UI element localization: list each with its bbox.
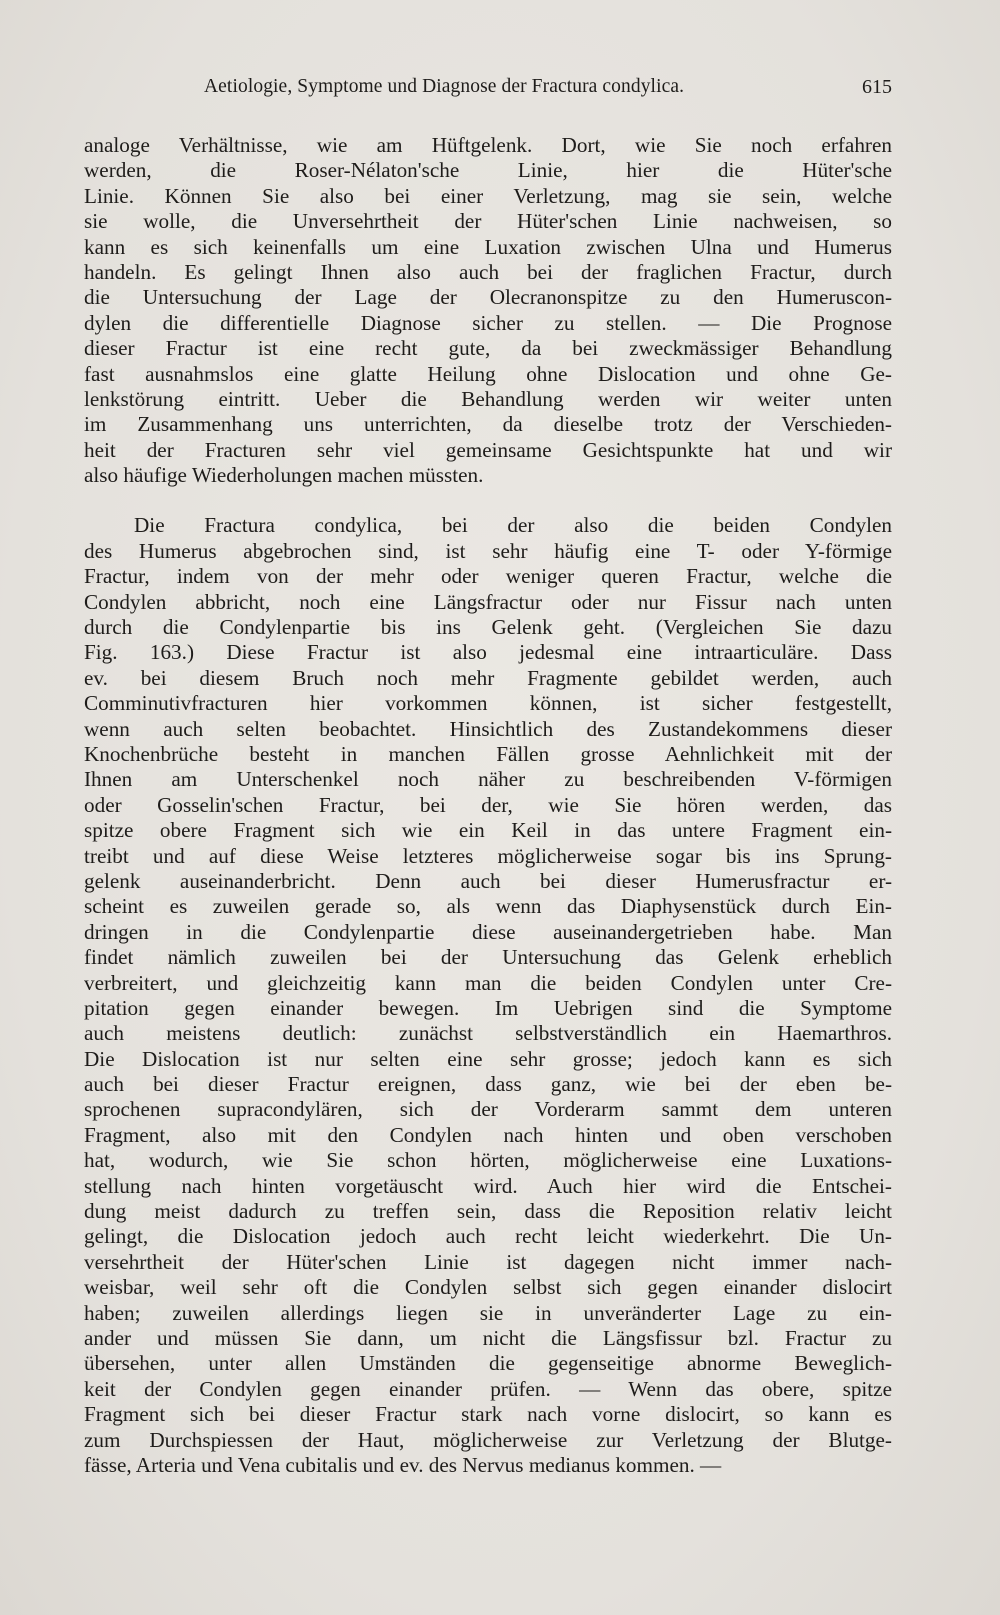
text-line: spitze obere Fragment sich wie ein Keil in das untere Fragment ein- xyxy=(84,818,892,843)
text-line: Ihnen am Unterschenkel noch näher zu beschreibenden V-förmigen xyxy=(84,767,892,792)
text-line: oder Gosselin'schen Fractur, bei der, wie Sie hören werden, das xyxy=(84,792,892,817)
text-line: durch die Condylenpartie bis ins Gelenk geht. (Vergleichen Sie dazu xyxy=(84,615,892,640)
text-line: stellung nach hinten vorgetäuscht wird. Auch hier wird die Entschei- xyxy=(84,1173,892,1198)
text-line: fässe, Arteria und Vena cubitalis und ev. des Nervus medianus kommen. — xyxy=(84,1452,722,1477)
text-line: Die Dislocation ist nur selten eine sehr grosse; jedoch kann es sich xyxy=(84,1046,892,1071)
text-line: treibt und auf diese Weise letzteres möglicherweise sogar bis ins Sprung- xyxy=(84,843,892,868)
text-line: pitation gegen einander bewegen. Im Uebrigen sind die Symptome xyxy=(84,995,892,1020)
text-line: dung meist dadurch zu treffen sein, dass die Reposition relativ leicht xyxy=(84,1199,892,1224)
text-line: Fractur, indem von der mehr oder weniger queren Fractur, welche die xyxy=(84,564,892,589)
text-line: auch bei dieser Fractur ereignen, dass ganz, wie bei der eben be- xyxy=(84,1072,892,1097)
text-line: keit der Condylen gegen einander prüfen. — Wenn das obere, spitze xyxy=(84,1376,892,1401)
text-line: werden, die Roser-Nélaton'sche Linie, hier die Hüter'sche xyxy=(84,158,892,183)
text-line: lenkstörung eintritt. Ueber die Behandlung werden wir weiter unten xyxy=(84,386,892,411)
text-line: Fig. 163.) Diese Fractur ist also jedesmal eine intraarticuläre. Dass xyxy=(84,640,892,665)
text-line: scheint es zuweilen gerade so, als wenn das Diaphysenstück durch Ein- xyxy=(84,894,892,919)
text-line: heit der Fracturen sehr viel gemeinsame Gesichtspunkte hat und wir xyxy=(84,437,892,462)
text-line: sie wolle, die Unversehrtheit der Hüter'schen Linie nachweisen, so xyxy=(84,209,892,234)
text-line: Fragment sich bei dieser Fractur stark nach vorne dislocirt, so kann es xyxy=(84,1402,892,1427)
text-line: Fragment, also mit den Condylen nach hinten und oben verschoben xyxy=(84,1122,892,1147)
text-line: im Zusammenhang uns unterrichten, da dieselbe trotz der Verschieden- xyxy=(84,412,892,437)
text-line: Condylen abbricht, noch eine Längsfractur oder nur Fissur nach unten xyxy=(84,589,892,614)
page-number: 615 xyxy=(862,76,892,98)
text-line: handeln. Es gelingt Ihnen also auch bei der fraglichen Fractur, durch xyxy=(84,259,892,284)
text-line: ander und müssen Sie dann, um nicht die Längsfissur bzl. Fractur zu xyxy=(84,1325,892,1350)
running-head xyxy=(84,76,892,106)
text-line: versehrtheit der Hüter'schen Linie ist dagegen nicht immer nach- xyxy=(84,1249,892,1274)
running-title: Aetiologie, Symptome und Diagnose der Fractura condylica. xyxy=(204,76,685,97)
text-line: dieser Fractur ist eine recht gute, da bei zweckmässiger Behandlung xyxy=(84,336,892,361)
text-line: gelenk auseinanderbricht. Denn auch bei dieser Humerusfractur er- xyxy=(84,868,892,893)
paragraph-1 xyxy=(84,133,892,488)
text-line: kann es sich keinenfalls um eine Luxation zwischen Ulna und Humerus xyxy=(84,234,892,259)
body-text xyxy=(84,133,892,1478)
text-line: sprochenen supracondylären, sich der Vorderarm sammt dem unteren xyxy=(84,1097,892,1122)
text-line: weisbar, weil sehr oft die Condylen selbst sich gegen einander dislocirt xyxy=(84,1275,892,1300)
text-line: zum Durchspiessen der Haut, möglicherweise zur Verletzung der Blutge- xyxy=(84,1427,892,1452)
text-line: Knochenbrüche besteht in manchen Fällen grosse Aehnlichkeit mit der xyxy=(84,741,892,766)
text-line: fast ausnahmslos eine glatte Heilung ohne Dislocation und ohne Ge- xyxy=(84,361,892,386)
text-line: auch meistens deutlich: zunächst selbstverständlich ein Haemarthros. xyxy=(84,1021,892,1046)
text-line: übersehen, unter allen Umständen die gegenseitige abnorme Beweglich- xyxy=(84,1351,892,1376)
text-line: hat, wodurch, wie Sie schon hörten, möglicherweise eine Luxations- xyxy=(84,1148,892,1173)
text-line: Comminutivfracturen hier vorkommen können, ist sicher festgestellt, xyxy=(84,691,892,716)
text-line: dylen die differentielle Diagnose sicher zu stellen. — Die Prognose xyxy=(84,310,892,335)
paragraph-2 xyxy=(84,513,892,1478)
text-line: dringen in die Condylenpartie diese auseinandergetrieben habe. Man xyxy=(84,919,892,944)
text-line: Die Fractura condylica, bei der also die beiden Condylen xyxy=(134,513,892,538)
text-line: Linie. Können Sie also bei einer Verletzung, mag sie sein, welche xyxy=(84,183,892,208)
text-line: analoge Verhältnisse, wie am Hüftgelenk. Dort, wie Sie noch erfahren xyxy=(84,133,892,157)
text-line: also häufige Wiederholungen machen müssten. xyxy=(84,463,484,488)
text-line: verbreitert, und gleichzeitig kann man die beiden Condylen unter Cre- xyxy=(84,970,892,995)
text-line: ev. bei diesem Bruch noch mehr Fragmente gebildet werden, auch xyxy=(84,665,892,690)
text-line: gelingt, die Dislocation jedoch auch recht leicht wiederkehrt. Die Un- xyxy=(84,1224,892,1249)
text-line: die Untersuchung der Lage der Olecranonspitze zu den Humeruscon- xyxy=(84,285,892,310)
text-line: haben; zuweilen allerdings liegen sie in unveränderter Lage zu ein- xyxy=(84,1300,892,1325)
text-line: findet nämlich zuweilen bei der Untersuchung das Gelenk erheblich xyxy=(84,945,892,970)
text-line: des Humerus abgebrochen sind, ist sehr häufig eine T- oder Y-förmige xyxy=(84,538,892,563)
text-line: wenn auch selten beobachtet. Hinsichtlich des Zustandekommens dieser xyxy=(84,716,892,741)
